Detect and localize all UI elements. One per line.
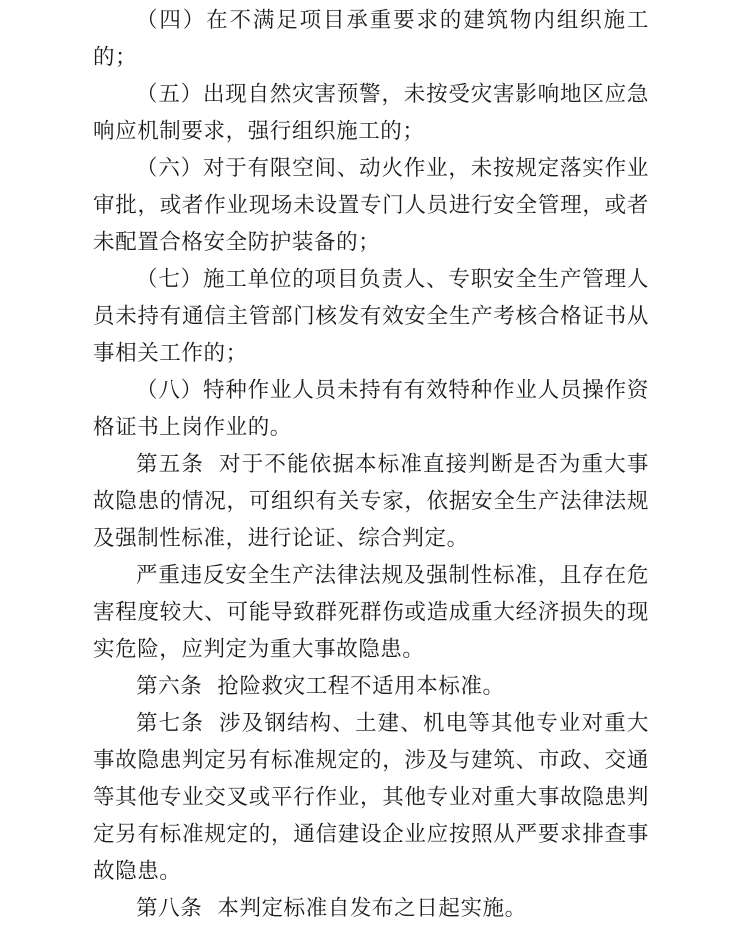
clause-text: （四）在不满足项目承重要求的建筑物内组织施工的； — [93, 8, 649, 70]
paragraph-text: 严重违反安全生产法律法规及强制性标准，且存在危害程度较大、可能导致群死群伤或造成重大经济损失的现实危险，应判定为重大事故隐患。 — [93, 563, 649, 662]
article-number: 第六条 — [136, 674, 203, 699]
article-text: 涉及钢结构、土建、机电等其他专业对重大事故隐患判定另有标准规定的，涉及与建筑、市政、交通等其他专业交叉或平行作业，其他专业对重大事故隐患判定另有标准规定的，通信建设企业应按照从严要求排查事故隐患。 — [93, 711, 649, 884]
article-number: 第八条 — [136, 896, 203, 921]
article-8 — [93, 890, 649, 927]
clause-5 — [93, 76, 649, 150]
article-5-paragraph-2 — [93, 557, 649, 668]
article-text: 本判定标准自发布之日起实施。 — [217, 896, 527, 921]
clause-text: （五）出现自然灾害预警，未按受灾害影响地区应急响应机制要求，强行组织施工的； — [93, 82, 649, 144]
article-text: 抢险救灾工程不适用本标准。 — [217, 674, 505, 699]
clause-7 — [93, 261, 649, 372]
article-number: 第七条 — [136, 711, 204, 736]
clause-6 — [93, 150, 649, 261]
clause-text: （七）施工单位的项目负责人、专职安全生产管理人员未持有通信主管部门核发有效安全生产考核合格证书从事相关工作的； — [93, 267, 649, 366]
clause-4 — [93, 2, 649, 76]
article-7 — [93, 705, 649, 890]
article-text: 对于不能依据本标准直接判断是否为重大事故隐患的情况，可组织有关专家，依据安全生产法律法规及强制性标准，进行论证、综合判定。 — [93, 452, 649, 551]
clause-8 — [93, 372, 649, 446]
article-6 — [93, 668, 649, 705]
document-body — [93, 2, 649, 927]
article-number: 第五条 — [136, 452, 204, 477]
clause-text: （八）特种作业人员未持有有效特种作业人员操作资格证书上岗作业的。 — [93, 378, 649, 440]
article-5 — [93, 446, 649, 557]
clause-text: （六）对于有限空间、动火作业，未按规定落实作业审批，或者作业现场未设置专门人员进行安全管理，或者未配置合格安全防护装备的； — [93, 156, 649, 255]
